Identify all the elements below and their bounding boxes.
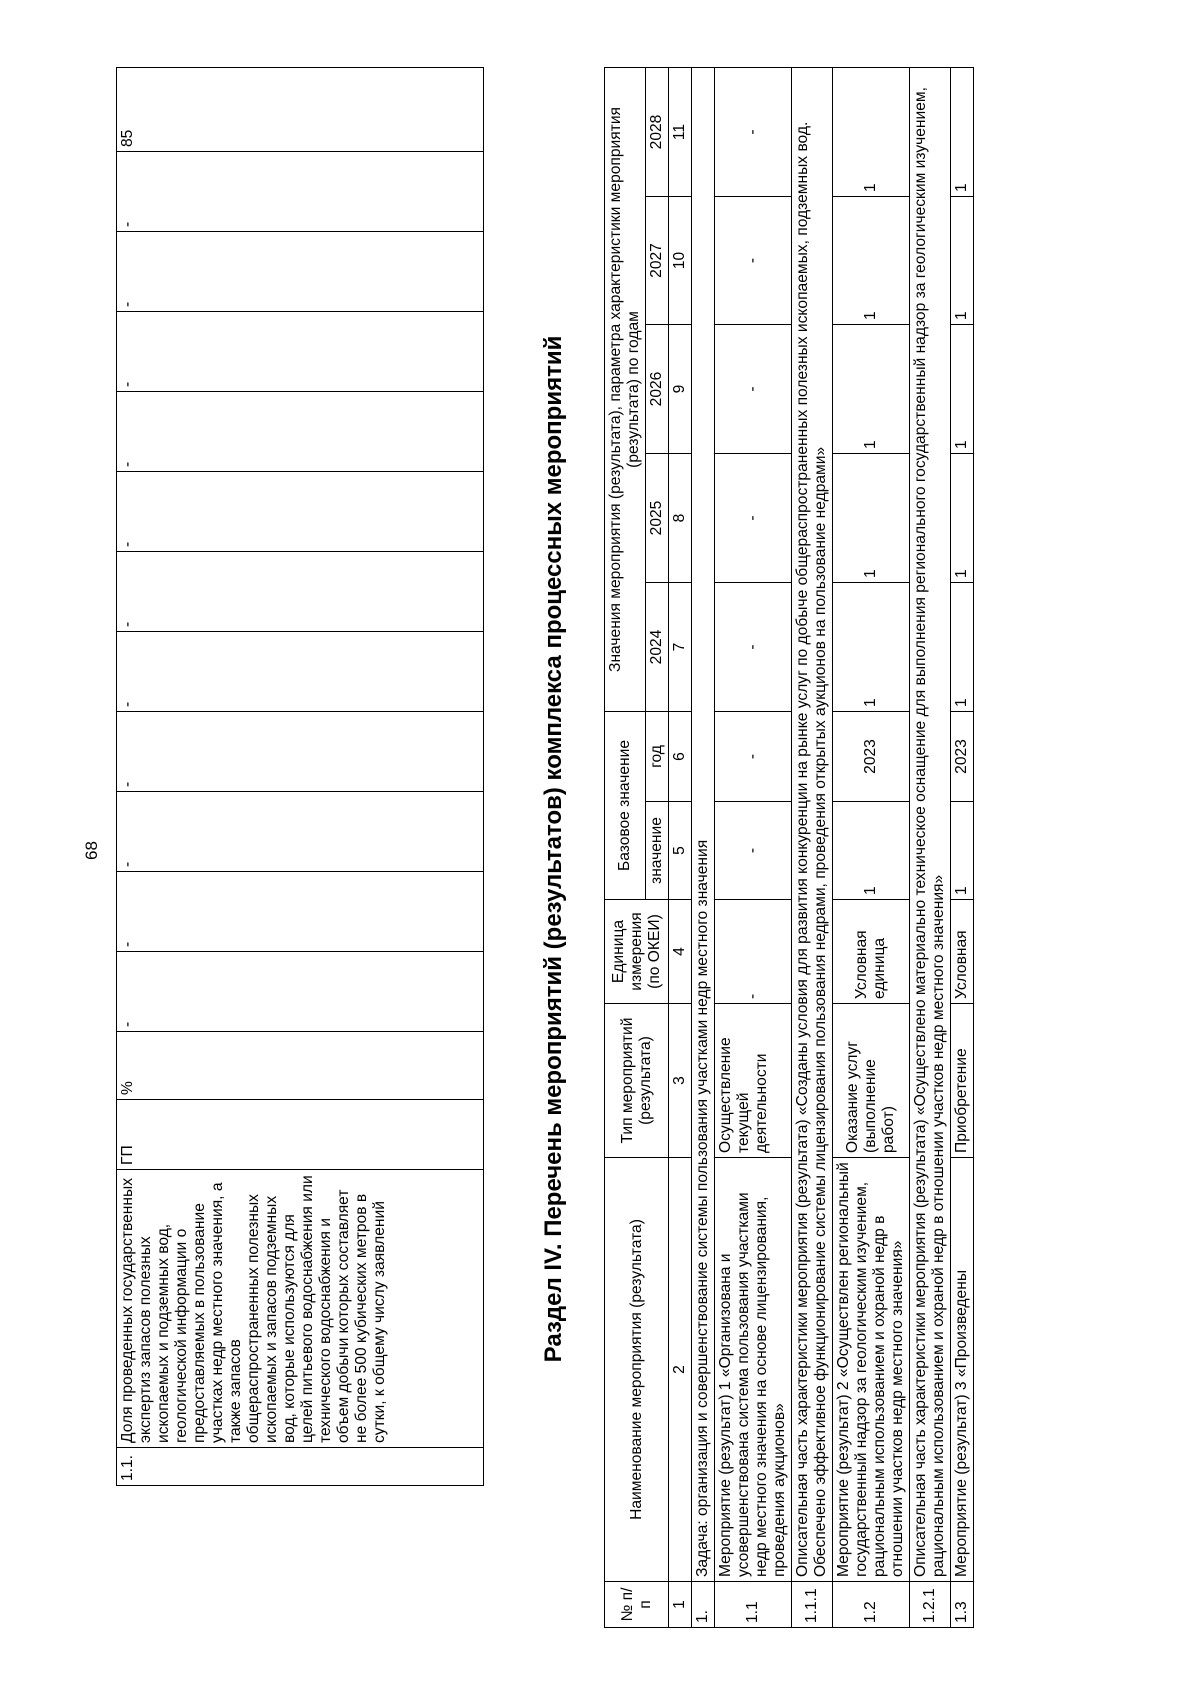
measure-unit: Условная единица xyxy=(833,900,910,1004)
column-numbers-row xyxy=(669,67,692,1627)
row-number: 1.1. xyxy=(117,1448,484,1486)
year-value: 1 xyxy=(951,582,974,711)
year-value: 1 xyxy=(833,324,910,453)
indicator-value: - xyxy=(117,152,484,232)
year-value: 1 xyxy=(951,67,974,196)
year-value: - xyxy=(715,453,792,582)
col-number: 10 xyxy=(669,196,692,324)
measures-table xyxy=(604,67,974,1628)
measure-unit: Условная xyxy=(951,900,974,1004)
measure-type: Осуществление текущей деятельности xyxy=(715,1004,792,1158)
description-text: Описательная часть характеристики мероприятия (результата) «Созданы условия для развития конкуренции на рынке услуг по добыче общераспространенных полезных ископаемых, подземных вод. Обеспечено эффективное функционирование системы лицензирования пользования недрами, проведения открытых аукционов на пользование недрами» xyxy=(792,67,833,1581)
col-number: 8 xyxy=(669,453,692,582)
page-number: 68 xyxy=(82,841,101,860)
base-year: - xyxy=(715,711,792,801)
indicator-value: 85 xyxy=(117,68,484,152)
base-year: 2023 xyxy=(951,711,974,801)
header-base-year: год xyxy=(646,711,669,801)
indicator-unit: % xyxy=(117,1032,484,1100)
col-number: 6 xyxy=(669,711,692,801)
year-value: 1 xyxy=(833,67,910,196)
section-title: Раздел IV. Перечень мероприятий (результатов) комплекса процессных мероприятий xyxy=(540,335,567,1363)
header-year: 2025 xyxy=(646,453,669,582)
measure-name: Мероприятие (результат) 3 «Произведены xyxy=(951,1158,974,1582)
description-row xyxy=(910,67,951,1627)
measure-type: Приобретение xyxy=(951,1004,974,1158)
header-base-value: значение xyxy=(646,802,669,900)
year-value: - xyxy=(715,67,792,196)
header-year: 2028 xyxy=(646,67,669,196)
header-year: 2026 xyxy=(646,324,669,453)
indicator-value: - xyxy=(117,232,484,312)
base-year: 2023 xyxy=(833,711,910,801)
table-row xyxy=(715,67,792,1627)
row-number: 1.1.1 xyxy=(792,1582,833,1628)
table-row xyxy=(117,68,484,1486)
description-text: Описательная часть характеристики мероприятия (результата) «Осуществлено материально техническое оснащение для выполнения регионального государственный надзор за геологическим изучением, рациональным использованием и охраной недр в отношении участков недр местного значения» xyxy=(910,67,951,1581)
header-type: Тип мероприятий (результата) xyxy=(605,1004,669,1158)
indicator-value: - xyxy=(117,632,484,712)
year-value: - xyxy=(715,324,792,453)
table-row xyxy=(833,67,910,1627)
year-value: 1 xyxy=(833,196,910,324)
header-name: Наименование мероприятия (результата) xyxy=(605,1158,669,1582)
header-base: Базовое значение xyxy=(605,711,646,899)
task-row xyxy=(692,67,715,1627)
measure-type: Оказание услуг (выполнение работ) xyxy=(833,1004,910,1158)
task-text: Задача: организация и совершенствование системы пользования участками недр местного значения xyxy=(692,67,715,1581)
table-row xyxy=(951,67,974,1627)
row-number: 1.2.1 xyxy=(910,1582,951,1628)
row-number: 1. xyxy=(692,1582,715,1628)
header-unit: Единица измерения (по ОКЕИ) xyxy=(605,900,669,1004)
col-number: 4 xyxy=(669,900,692,1004)
col-number: 3 xyxy=(669,1004,692,1158)
header-year: 2027 xyxy=(646,196,669,324)
col-number: 2 xyxy=(669,1158,692,1582)
header-year: 2024 xyxy=(646,582,669,711)
measure-unit: - xyxy=(715,900,792,1004)
row-number: 1.1 xyxy=(715,1582,792,1628)
measure-name: Мероприятие (результат) 2 «Осуществлен региональный государственный надзор за геологическим изучением, рациональным использованием и охраной недр в отношении участков недр местного значения» xyxy=(833,1158,910,1582)
indicator-name: Доля проведенных государственных экспертиз запасов полезных ископаемых и подземных вод, геологической информации о предоставляемых в пользование участках недр местного значения, а также запасов общераспространенных полезных ископаемых и запасов подземных вод, которые используются для целей питьевого водоснабжения или технического водоснабжения и объем добычи которых составляет не более 500 кубических метров в сутки, к общему числу заявлений xyxy=(117,1170,484,1448)
col-number: 9 xyxy=(669,324,692,453)
indicator-value: - xyxy=(117,792,484,872)
indicator-value: - xyxy=(117,392,484,472)
header-years-group: Значения мероприятия (результата), параметра характеристики мероприятия (результата) по годам xyxy=(605,67,646,711)
indicator-value: - xyxy=(117,312,484,392)
header-row xyxy=(605,67,646,1627)
base-value: - xyxy=(715,802,792,900)
indicator-value: - xyxy=(117,952,484,1032)
year-value: - xyxy=(715,582,792,711)
row-number: 1.3 xyxy=(951,1582,974,1628)
base-value: 1 xyxy=(833,802,910,900)
indicator-value: - xyxy=(117,472,484,552)
col-number: 11 xyxy=(669,67,692,196)
year-value: - xyxy=(715,196,792,324)
year-value: 1 xyxy=(833,582,910,711)
year-value: 1 xyxy=(833,453,910,582)
indicator-value: - xyxy=(117,712,484,792)
description-row xyxy=(792,67,833,1627)
col-number: 5 xyxy=(669,802,692,900)
year-value: 1 xyxy=(951,453,974,582)
row-number: 1.2 xyxy=(833,1582,910,1628)
measure-name: Мероприятие (результат) 1 «Организована и усовершенствована система пользования участками недр местного значения на основе лицензирования, проведения аукционов» xyxy=(715,1158,792,1582)
base-value: 1 xyxy=(951,802,974,900)
indicator-value: - xyxy=(117,552,484,632)
indicator-level: ГП xyxy=(117,1100,484,1170)
indicators-table-continuation xyxy=(116,67,484,1486)
col-number: 1 xyxy=(669,1582,692,1628)
col-number: 7 xyxy=(669,582,692,711)
year-value: 1 xyxy=(951,324,974,453)
year-value: 1 xyxy=(951,196,974,324)
header-num: № п/п xyxy=(605,1582,669,1628)
indicator-value: - xyxy=(117,872,484,952)
